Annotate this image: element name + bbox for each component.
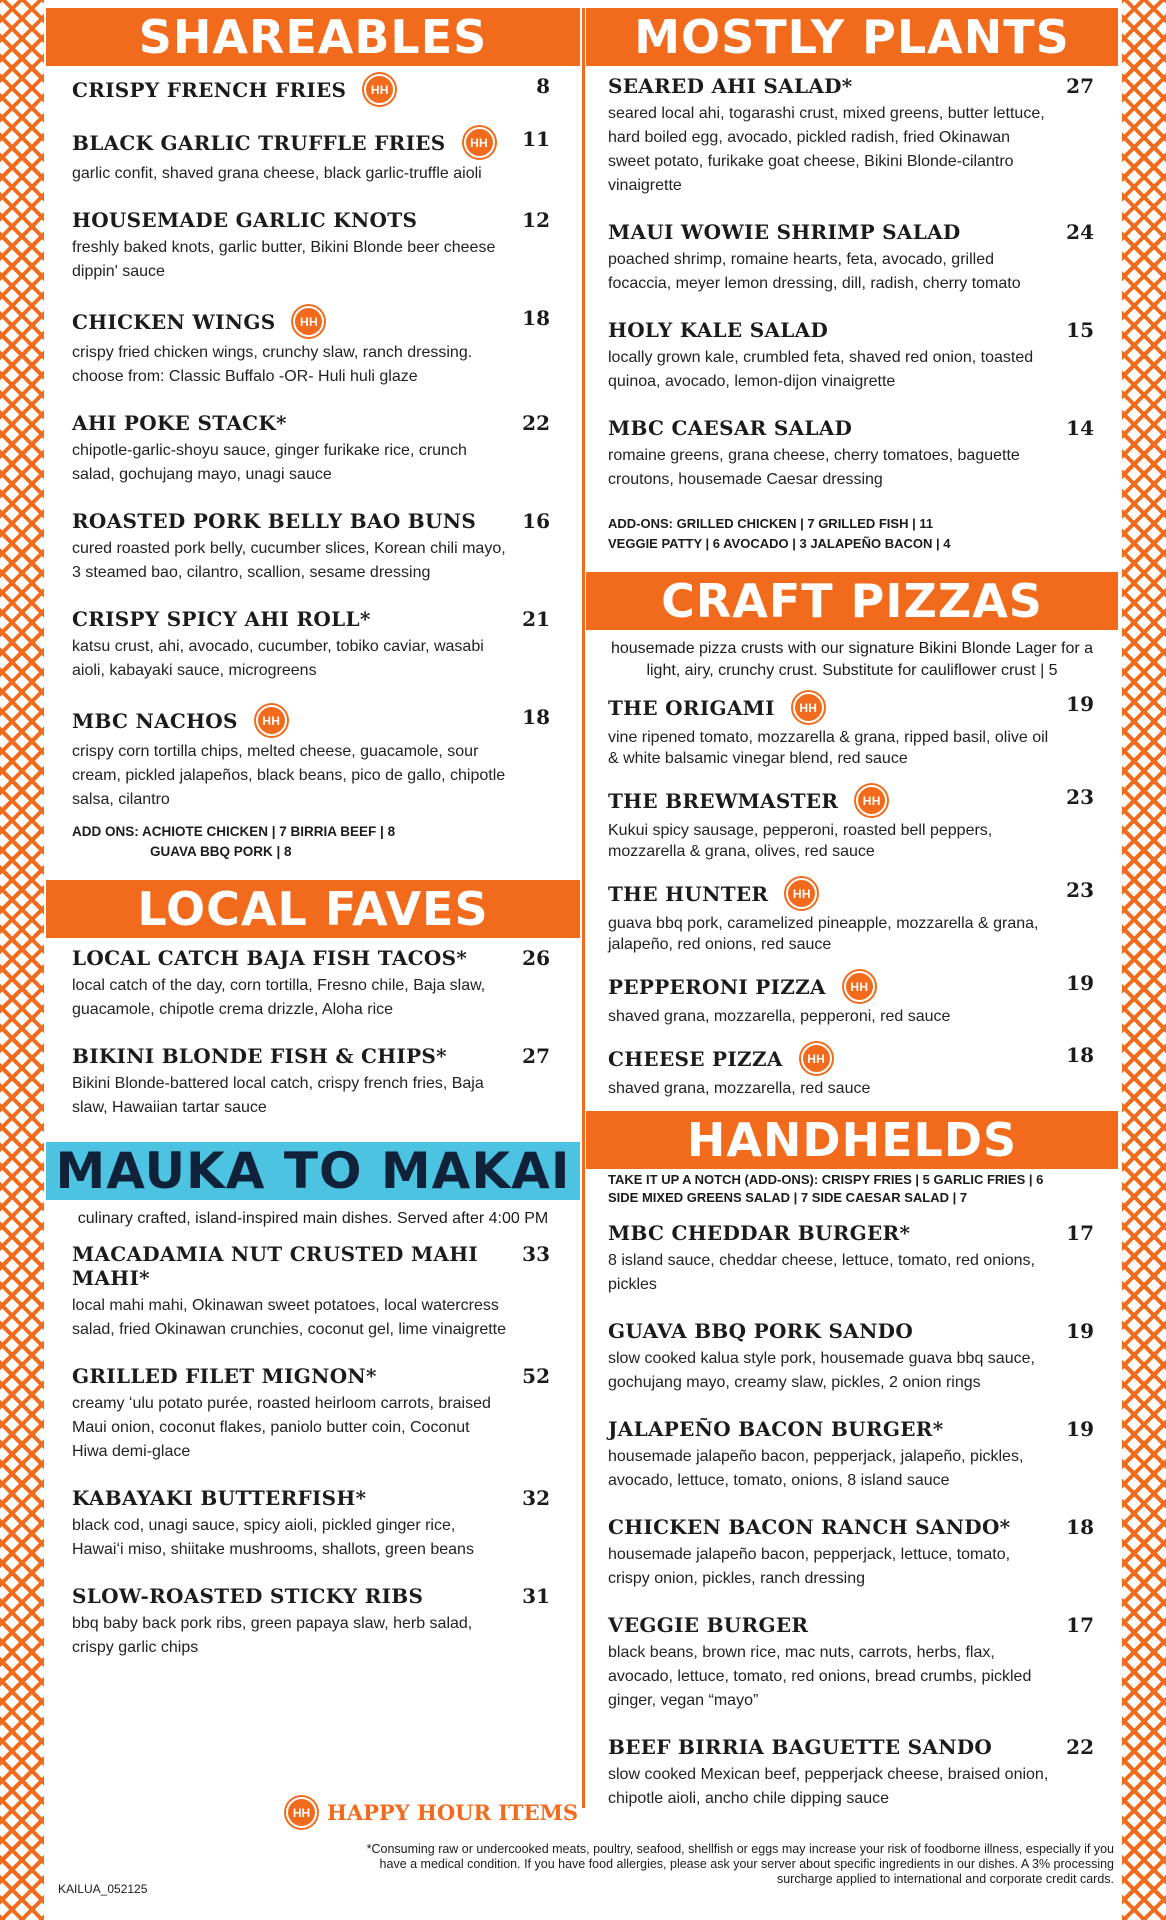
menu-item (46, 607, 580, 683)
menu-item (46, 74, 580, 105)
addons-line: GUAVA BBQ PORK | 8 (150, 844, 292, 859)
item-name: GUAVA BBQ PORK SANDO (608, 1319, 914, 1343)
item-price: 18 (1066, 1043, 1094, 1067)
disclaimer-text: *Consuming raw or undercooked meats, poultry, seafood, shellfish or eggs may increase your risk of foodborne illness, especially if you have a medical condition. If you have food allergies, please ask your server about specific ingredients in our dishes. A 3% processing surcharge applied to international and corporate credit cards. (366, 1842, 1114, 1886)
item-name: MAUI WOWIE SHRIMP SALAD (608, 220, 961, 244)
item-name: HOLY KALE SALAD (608, 318, 829, 342)
menu-item (586, 1043, 1118, 1099)
item-name: SEARED AHI SALAD* (608, 74, 853, 98)
item-description: chipotle-garlic-shoyu sauce, ginger furikake rice, crunch salad, gochujang mayo, unagi sauce (72, 442, 467, 483)
happy-hour-badge-icon: HH (464, 127, 495, 158)
item-price: 19 (1066, 971, 1094, 995)
item-price: 18 (522, 306, 550, 330)
section-header-craft-pizzas: CRAFT PIZZAS (586, 572, 1118, 630)
item-price: 17 (1066, 1221, 1094, 1245)
item-name: PEPPERONI PIZZA (608, 974, 826, 999)
item-price: 33 (522, 1242, 550, 1266)
item-price: 31 (522, 1584, 550, 1608)
item-name: ROASTED PORK BELLY BAO BUNS (72, 509, 477, 533)
item-price: 12 (522, 208, 550, 232)
item-description: housemade jalapeño bacon, pepperjack, lettuce, tomato, crispy onion, pickles, ranch dressing (608, 1546, 1011, 1587)
item-price: 18 (1066, 1515, 1094, 1539)
menu-item (586, 416, 1118, 492)
item-description: black beans, brown rice, mac nuts, carrots, herbs, flax, avocado, lettuce, tomato, red onions, bread crumbs, pickled ginger, vegan “mayo” (608, 1644, 1032, 1709)
item-description: seared local ahi, togarashi crust, mixed greens, butter lettuce, hard boiled egg, avocado, pickled radish, fried Okinawan sweet potato, furikake goat cheese, Bikini Blonde-cilantro vinaigrette (608, 105, 1045, 194)
item-name: MBC NACHOS (72, 708, 238, 733)
item-description: crispy corn tortilla chips, melted cheese, guacamole, sour cream, pickled jalapeños, black beans, pico de gallo, chipotle salsa, cilantro (72, 743, 506, 808)
menu-item (46, 705, 580, 812)
item-description: local catch of the day, corn tortilla, Fresno chile, Baja slaw, guacamole, chipotle crema drizzle, Aloha rice (72, 977, 486, 1018)
right-pattern-border (1122, 0, 1166, 1920)
item-description: cured roasted pork belly, cucumber slices, Korean chili mayo, 3 steamed bao, cilantro, scallion, sesame dressing (72, 540, 506, 581)
item-description: bbq baby back pork ribs, green papaya slaw, herb salad, crispy garlic chips (72, 1615, 473, 1656)
item-price: 23 (1066, 785, 1094, 809)
item-price: 8 (536, 74, 550, 98)
menu-item (586, 74, 1118, 198)
item-name: VEGGIE BURGER (608, 1613, 809, 1637)
addons-line: SIDE MIXED GREENS SALAD | 7 SIDE CAESAR SALAD | 7 (608, 1190, 968, 1205)
shareables-addons (46, 822, 580, 862)
item-description: garlic confit, shaved grana cheese, black garlic-truffle aioli (72, 165, 482, 182)
item-price: 32 (522, 1486, 550, 1510)
item-description: creamy ʻulu potato purée, roasted heirloom carrots, braised Maui onion, coconut flakes, paniolo butter coin, Coconut Hiwa demi-glace (72, 1395, 491, 1460)
item-price: 52 (522, 1364, 550, 1388)
item-price: 19 (1066, 1319, 1094, 1343)
menu-item (586, 1613, 1118, 1713)
menu-item (46, 509, 580, 585)
item-name: MACADAMIA NUT CRUSTED MAHI MAHI* (72, 1242, 479, 1290)
item-price: 22 (522, 411, 550, 435)
item-price: 19 (1066, 1417, 1094, 1441)
section-header-mostly-plants: MOSTLY PLANTS (586, 8, 1118, 66)
item-name: BEEF BIRRIA BAGUETTE SANDO (608, 1735, 993, 1759)
left-pattern-border (0, 0, 44, 1920)
item-name: BLACK GARLIC TRUFFLE FRIES (72, 130, 446, 155)
happy-hour-badge-icon: HH (256, 705, 287, 736)
menu-item (586, 1417, 1118, 1493)
item-price: 19 (1066, 692, 1094, 716)
menu-item (586, 785, 1118, 862)
section-header-local-faves: LOCAL FAVES (46, 880, 580, 938)
item-description: shaved grana, mozzarella, pepperoni, red sauce (608, 1008, 951, 1025)
menu-item (46, 1364, 580, 1464)
menu-item (586, 971, 1118, 1027)
happy-hour-badge-icon: HH (786, 878, 817, 909)
handhelds-addons (586, 1171, 1118, 1207)
plants-addons (586, 514, 1118, 554)
item-price: 23 (1066, 878, 1094, 902)
item-name: THE ORIGAMI (608, 695, 775, 720)
happy-hour-badge-icon: HH (801, 1043, 832, 1074)
happy-hour-badge-icon: HH (286, 1797, 317, 1828)
item-name: GRILLED FILET MIGNON* (72, 1364, 377, 1388)
right-column (586, 8, 1118, 1833)
column-divider (582, 8, 585, 1808)
item-description: locally grown kale, crumbled feta, shaved red onion, toasted quinoa, avocado, lemon-dijon vinaigrette (608, 349, 1034, 390)
item-price: 27 (522, 1044, 550, 1068)
item-name: CRISPY FRENCH FRIES (72, 77, 347, 102)
item-name: CHICKEN WINGS (72, 309, 276, 334)
happy-hour-badge-icon: HH (293, 306, 324, 337)
menu-item (46, 1044, 580, 1120)
menu-item (586, 220, 1118, 296)
item-price: 15 (1066, 318, 1094, 342)
item-price: 26 (522, 946, 550, 970)
happy-hour-legend (286, 1797, 578, 1828)
section-header-mauka-to-makai: MAUKA TO MAKAI (46, 1142, 580, 1200)
item-name: LOCAL CATCH BAJA FISH TACOS* (72, 946, 468, 970)
menu-item (586, 318, 1118, 394)
menu-item (46, 306, 580, 389)
addons-line: TAKE IT UP A NOTCH (ADD-ONS): CRISPY FRIES | 5 GARLIC FRIES | 6 (608, 1172, 1044, 1187)
addons-line: VEGGIE PATTY | 6 AVOCADO | 3 JALAPEÑO BACON | 4 (608, 536, 951, 551)
menu-item (46, 208, 580, 284)
item-description: slow cooked kalua style pork, housemade guava bbq sauce, gochujang mayo, creamy slaw, pickles, 2 onion rings (608, 1350, 1035, 1391)
section-intro: housemade pizza crusts with our signature Bikini Blonde Lager for a light, airy, crunchy crust. Substitute for cauliflower crust | 5 (610, 640, 1094, 679)
item-name: BIKINI BLONDE FISH & CHIPS* (72, 1044, 447, 1068)
item-name: JALAPEÑO BACON BURGER* (608, 1417, 944, 1441)
item-price: 22 (1066, 1735, 1094, 1759)
addons-line: ADD ONS: ACHIOTE CHICKEN | 7 BIRRIA BEEF | 8 (72, 824, 396, 839)
item-description: freshly baked knots, garlic butter, Bikini Blonde beer cheese dippin' sauce (72, 239, 496, 280)
section-header-handhelds: HANDHELDS (586, 1111, 1118, 1169)
section-intro: culinary crafted, island-inspired main dishes. Served after 4:00 PM (77, 1210, 549, 1227)
item-name: AHI POKE STACK* (72, 411, 287, 435)
item-name: MBC CAESAR SALAD (608, 416, 853, 440)
item-description: poached shrimp, romaine hearts, feta, avocado, grilled focaccia, meyer lemon dressing, dill, radish, cherry tomato (608, 251, 1021, 292)
item-price: 27 (1066, 74, 1094, 98)
menu-item (586, 1221, 1118, 1297)
item-description: shaved grana, mozzarella, red sauce (608, 1080, 871, 1097)
menu-item (46, 946, 580, 1022)
menu-item (586, 1319, 1118, 1395)
item-price: 21 (522, 607, 550, 631)
item-price: 14 (1066, 416, 1094, 440)
item-price: 16 (522, 509, 550, 533)
item-name: KABAYAKI BUTTERFISH* (72, 1486, 367, 1510)
item-description: crispy fried chicken wings, crunchy slaw, ranch dressing. choose from: Classic Buffalo -OR- Huli huli glaze (72, 344, 473, 385)
menu-item (46, 127, 580, 186)
item-description: slow cooked Mexican beef, pepperjack cheese, braised onion, chipotle aioli, ancho chile dipping sauce (608, 1766, 1049, 1807)
menu-item (586, 692, 1118, 769)
item-name: CRISPY SPICY AHI ROLL* (72, 607, 371, 631)
item-name: THE HUNTER (608, 881, 769, 906)
item-description: romaine greens, grana cheese, cherry tomatoes, baguette croutons, housemade Caesar dressing (608, 447, 1020, 488)
item-description: vine ripened tomato, mozzarella & grana, ripped basil, olive oil & white balsamic vinegar blend, red sauce (608, 729, 1049, 767)
menu-code: KAILUA_052125 (58, 1882, 148, 1896)
item-description: housemade jalapeño bacon, pepperjack, jalapeño, pickles, avocado, lettuce, tomato, onions, 8 island sauce (608, 1448, 1024, 1489)
menu-item (586, 1515, 1118, 1591)
menu-item (46, 411, 580, 487)
happy-hour-badge-icon: HH (364, 74, 395, 105)
item-description: katsu crust, ahi, avocado, cucumber, tobiko caviar, wasabi aioli, kabayaki sauce, microgreens (72, 638, 484, 679)
item-description: guava bbq pork, caramelized pineapple, mozzarella & grana, jalapeño, red onions, red sauce (608, 915, 1039, 953)
item-description: Kukui spicy sausage, pepperoni, roasted bell peppers, mozzarella & grana, olives, red sauce (608, 822, 993, 860)
item-name: THE BREWMASTER (608, 788, 839, 813)
happy-hour-legend-label: HAPPY HOUR ITEMS (327, 1800, 579, 1825)
section-header-shareables: SHAREABLES (46, 8, 580, 66)
happy-hour-badge-icon: HH (844, 971, 875, 1002)
happy-hour-badge-icon: HH (856, 785, 887, 816)
item-price: 17 (1066, 1613, 1094, 1637)
item-description: local mahi mahi, Okinawan sweet potatoes, local watercress salad, fried Okinawan crunchies, coconut gel, lime vinaigrette (72, 1297, 506, 1338)
item-price: 24 (1066, 220, 1094, 244)
item-name: CHEESE PIZZA (608, 1046, 783, 1071)
item-description: 8 island sauce, cheddar cheese, lettuce, tomato, red onions, pickles (608, 1252, 1035, 1293)
item-price: 18 (522, 705, 550, 729)
item-price: 11 (522, 127, 550, 151)
item-name: SLOW-ROASTED STICKY RIBS (72, 1584, 424, 1608)
left-column (46, 8, 580, 1682)
item-name: HOUSEMADE GARLIC KNOTS (72, 208, 418, 232)
menu-item (586, 878, 1118, 955)
menu-item (46, 1584, 580, 1660)
addons-line: ADD-ONS: GRILLED CHICKEN | 7 GRILLED FISH | 11 (608, 516, 934, 531)
item-name: MBC CHEDDAR BURGER* (608, 1221, 911, 1245)
item-name: CHICKEN BACON RANCH SANDO* (608, 1515, 1011, 1539)
happy-hour-badge-icon: HH (793, 692, 824, 723)
menu-item (586, 1735, 1118, 1811)
item-description: black cod, unagi sauce, spicy aioli, pickled ginger rice, Hawaiʻi miso, shiitake mushrooms, shallots, green beans (72, 1517, 474, 1558)
menu-item (46, 1486, 580, 1562)
item-description: Bikini Blonde-battered local catch, crispy french fries, Baja slaw, Hawaiian tartar sauce (72, 1075, 484, 1116)
menu-item (46, 1242, 580, 1342)
